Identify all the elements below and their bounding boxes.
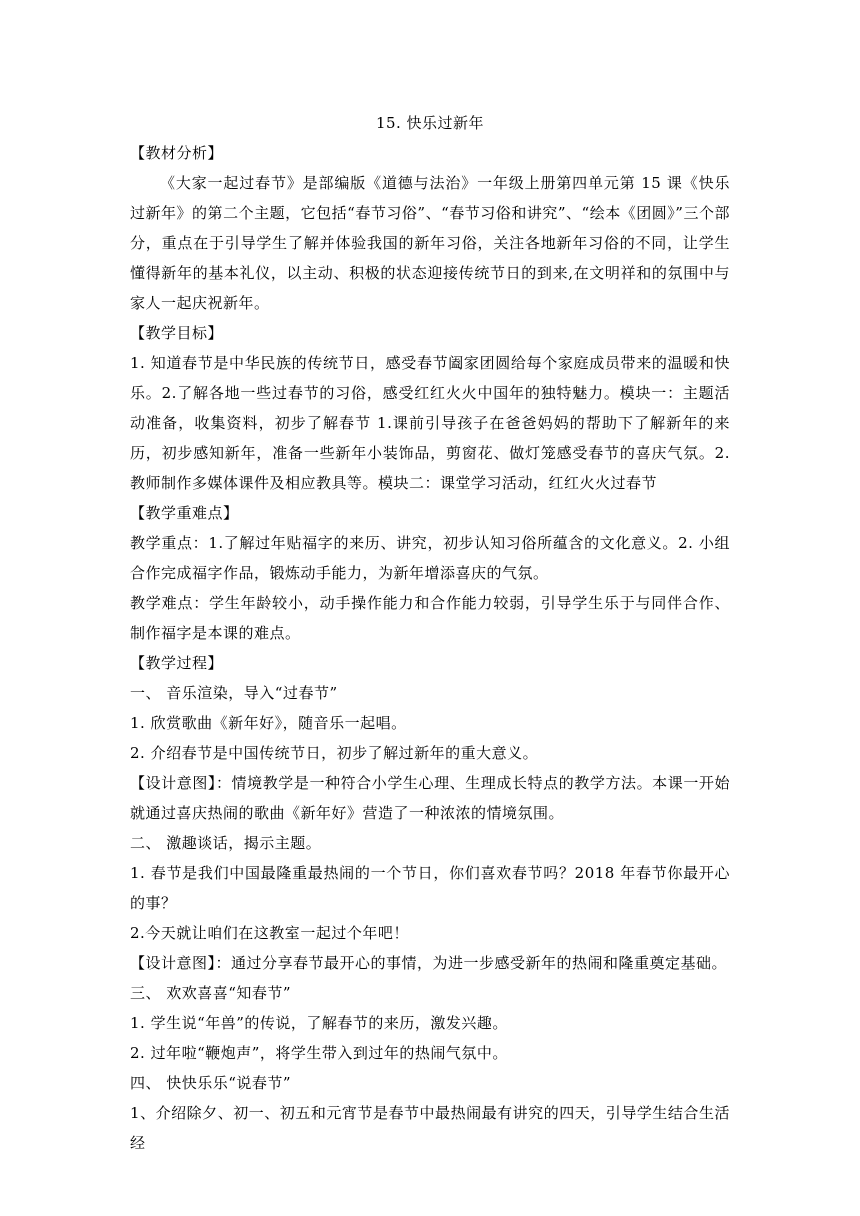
process-item: 1. 春节是我们中国最隆重最热闹的一个节日，你们喜欢春节吗？2018 年春节你最开心的事？ (130, 864, 730, 912)
process-item: 1、介绍除夕、初一、初五和元宵节是春节中最热闹最有讲究的四天，引导学生结合生活经 (130, 1104, 730, 1152)
process-item: 1. 学生说“年兽”的传说，了解春节的来历，激发兴趣。 (130, 1014, 508, 1032)
process-step-2: 二、 激趣谈话，揭示主题。 (130, 834, 322, 852)
process-step-3: 三、 欢欢喜喜“知春节” (130, 984, 292, 1002)
paragraph-analysis: 《大家一起过春节》是部编版《道德与法治》一年级上册第四单元第 15 课《快乐过新年》的第二个主题，它包括“春节习俗”、“春节习俗和讲究”、“绘本《团圆》”三个部分，重点在于引导学生了解并体验我国的新年习俗，关注各地新年习俗的不同，让学生懂得新年的基本礼仪，以主动、积极的状态迎接传统节日的到来,在文明祥和的氛围中与家人一起庆祝新年。 (130, 174, 730, 312)
paragraph-key-point: 教学重点：1.了解过年贴福字的来历、讲究，初步认知习俗所蕴含的文化意义。2. 小组合作完成福字作品，锻炼动手能力，为新年增添喜庆的气氛。 (130, 534, 730, 582)
process-item: 2. 过年啦“鞭炮声”，将学生带入到过年的热闹气氛中。 (130, 1044, 508, 1062)
section-heading-key-points: 【教学重难点】 (130, 504, 239, 522)
process-item: 1. 欣赏歌曲《新年好》，随音乐一起唱。 (130, 714, 407, 732)
section-heading-analysis: 【教材分析】 (130, 144, 224, 162)
process-item: 2.今天就让咱们在这教室一起过个年吧！ (130, 924, 409, 942)
process-step-1: 一、 音乐渲染，导入“过春节” (130, 684, 338, 702)
paragraph-difficulty: 教学难点：学生年龄较小，动手操作能力和合作能力较弱，引导学生乐于与同伴合作、制作福字是本课的难点。 (130, 594, 730, 642)
section-heading-goals: 【教学目标】 (130, 324, 224, 342)
paragraph-goals: 1. 知道春节是中华民族的传统节日，感受春节阖家团圆给每个家庭成员带来的温暖和快乐。2.了解各地一些过春节的习俗，感受红红火火中国年的独特魅力。模块一：主题活动准备，收集资料，初步了解春节 1.课前引导孩子在爸爸妈妈的帮助下了解新年的来历，初步感知新年，准备一些新年小装饰品，剪窗花、做灯笼感受春节的喜庆气氛。2.教师制作多媒体课件及相应教具等。模块二：课堂学习活动，红红火火过春节 (130, 354, 730, 492)
design-intent: 【设计意图】：情境教学是一种符合小学生心理、生理成长特点的教学方法。本课一开始就通过喜庆热闹的歌曲《新年好》营造了一种浓浓的情境氛围。 (130, 774, 730, 822)
process-item: 2. 介绍春节是中国传统节日，初步了解过新年的重大意义。 (130, 744, 539, 762)
document-title: 15. 快乐过新年 (375, 114, 485, 132)
section-heading-process: 【教学过程】 (130, 654, 224, 672)
process-step-4: 四、 快快乐乐“说春节” (130, 1074, 292, 1092)
document-page (130, 108, 730, 1158)
design-intent: 【设计意图】：通过分享春节最开心的事情，为进一步感受新年的热闹和隆重奠定基础。 (130, 954, 728, 972)
